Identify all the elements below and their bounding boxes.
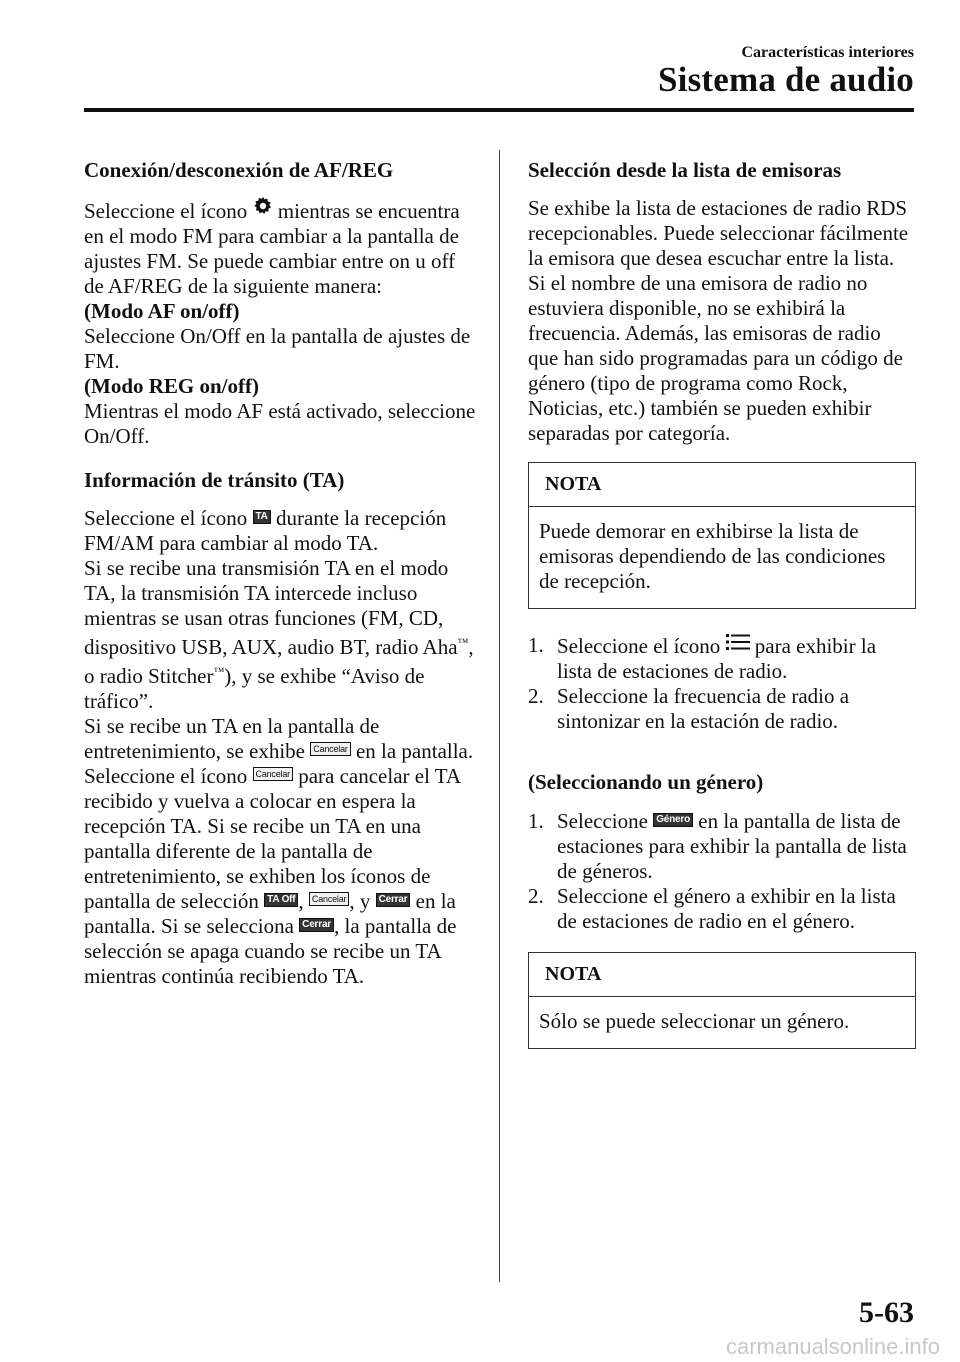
page-number: 5-63	[859, 1296, 914, 1329]
cancelar-icon: Cancelar	[253, 767, 293, 781]
paragraph: Se exhibe la lista de estaciones de radio RDS recepcionables. Puede seleccionar fácilmente la emisora que desea escuchar entre la lista. Si el nombre de una emisora de radio no estuviera disponible, no se exhibirá la frecuencia. Además, las emisoras de radio que han sido programadas para un código de género (tipo de programa como Rock, Noticias, etc.) también se pueden exhibir separadas por categoría.	[528, 196, 909, 445]
paragraph	[84, 714, 476, 989]
genero-icon: Género	[653, 813, 693, 827]
text: Si se recibe una transmisión TA en el modo TA, la transmisión TA intercede incluso mientras se usan otras funciones (FM, CD, dispositivo USB, AUX, audio BT, radio Aha	[84, 556, 458, 659]
cerrar-icon: Cerrar	[299, 918, 334, 932]
section-heading-af-reg: Conexión/desconexión de AF/REG	[84, 158, 394, 182]
text: ,	[298, 889, 304, 913]
list-item	[528, 684, 916, 734]
paragraph	[84, 506, 476, 556]
spacer	[528, 734, 916, 770]
paragraph	[84, 556, 476, 714]
section-heading-station-list: Selección desde la lista de emisoras	[528, 158, 842, 182]
spacer	[84, 449, 476, 468]
text: mientras se encuentra en el modo FM para cambiar a la pantalla de ajustes FM. Se puede cambiar entre on u off de AF/REG de la siguiente manera:	[84, 199, 460, 298]
text: Si se recibe un TA en la pantalla de entretenimiento, se exhibe	[84, 714, 380, 763]
paragraph: Seleccione On/Off en la pantalla de ajustes de FM.	[84, 324, 471, 373]
cerrar-icon: Cerrar	[376, 893, 411, 907]
ta-off-icon: TA Off	[264, 893, 298, 907]
text: en la pantalla. Si se selecciona	[84, 889, 456, 938]
list-icon	[726, 633, 750, 651]
text: Seleccione la frecuencia de radio a sintonizar en la estación de radio.	[557, 684, 850, 733]
watermark: carmanualsonline.info	[725, 1334, 940, 1359]
text: durante la recepción FM/AM para cambiar al modo TA.	[84, 506, 447, 555]
left-column	[84, 158, 476, 989]
text: Seleccione el género a exhibir en la lista de estaciones de radio en el género.	[557, 884, 896, 933]
spacer	[528, 609, 916, 633]
subheading-reg: (Modo REG on/off)	[84, 374, 259, 398]
note-heading: NOTA	[529, 463, 915, 507]
text: en la pantalla de lista de estaciones para exhibir la pantalla de lista de géneros.	[557, 809, 907, 883]
note-body: Sólo se puede seleccionar un género.	[539, 1009, 850, 1033]
cancelar-icon: Cancelar	[310, 742, 350, 756]
column-divider	[499, 150, 500, 1282]
paragraph	[84, 196, 476, 299]
list-number: 1.	[528, 809, 544, 833]
note-heading: NOTA	[529, 953, 915, 997]
text: , o radio Stitcher	[84, 635, 474, 688]
paragraph: Mientras el modo AF está activado, seleccione On/Off.	[84, 399, 476, 448]
text: Seleccione el ícono	[557, 634, 721, 658]
list-item	[528, 633, 916, 684]
text: para cancelar el TA recibido y vuelva a colocar en espera la recepción TA. Si se recibe un TA en una pantalla diferente de la pantalla de entretenimiento, se exhiben los íconos de pantalla de selección	[84, 764, 460, 913]
text: en la pantalla. Seleccione el ícono	[84, 739, 474, 788]
ordered-list	[528, 633, 916, 734]
gear-icon	[253, 196, 273, 216]
text: para exhibir la lista de estaciones de radio.	[557, 634, 877, 683]
note-box	[528, 462, 916, 609]
trademark: ™	[213, 666, 225, 678]
text: Seleccione	[557, 809, 648, 833]
ta-icon: TA	[253, 510, 271, 524]
list-number: 2.	[528, 684, 544, 708]
subheading-af: (Modo AF on/off)	[84, 299, 240, 323]
list-item	[528, 884, 916, 934]
header-title: Sistema de audio	[657, 60, 914, 99]
list-number: 2.	[528, 884, 544, 908]
note-body: Puede demorar en exhibirse la lista de emisoras dependiendo de las condiciones de recepción.	[539, 519, 886, 593]
note-box	[528, 952, 916, 1049]
header-chapter: Características interiores	[741, 44, 914, 61]
ordered-list	[528, 809, 916, 934]
text: Seleccione el ícono	[84, 199, 248, 223]
cancelar-icon: Cancelar	[309, 892, 349, 906]
right-column	[528, 158, 916, 1049]
list-item	[528, 809, 916, 884]
header-rule	[84, 108, 914, 112]
section-heading-ta: Información de tránsito (TA)	[84, 468, 345, 492]
text: Seleccione el ícono	[84, 506, 248, 530]
subheading-genre: (Seleccionando un género)	[528, 770, 764, 794]
list-number: 1.	[528, 633, 544, 657]
text: , y	[349, 889, 371, 913]
trademark: ™	[457, 637, 469, 649]
text: ), y se exhibe “Aviso de tráfico”.	[84, 664, 425, 713]
text: , la pantalla de selección se apaga cuando se recibe un TA mientras continúa recibiendo TA.	[84, 914, 457, 988]
